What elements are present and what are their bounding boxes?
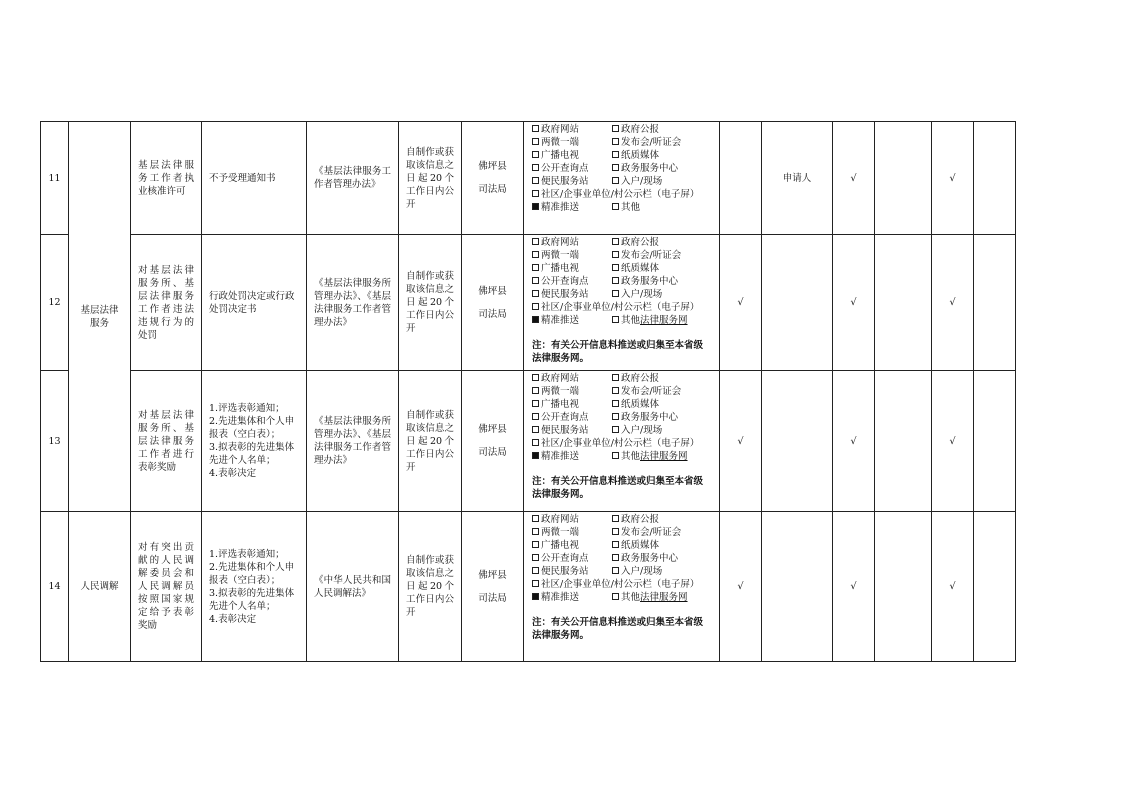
checkbox-checked-icon bbox=[532, 452, 539, 459]
basis-cell: 《中华人民共和国人民调解法》 bbox=[307, 512, 399, 662]
checkbox-icon bbox=[612, 238, 619, 245]
checkbox-icon bbox=[612, 316, 619, 323]
checkbox-icon bbox=[612, 374, 619, 381]
channel-option: 政务服务中心 bbox=[612, 162, 720, 175]
checkbox-icon bbox=[532, 554, 539, 561]
checkbox-icon bbox=[532, 277, 539, 284]
checkbox-icon bbox=[532, 138, 539, 145]
mark-cell bbox=[762, 235, 833, 371]
checkbox-icon bbox=[612, 413, 619, 420]
channels-grid bbox=[532, 372, 711, 463]
channel-option: 发布会/听证会 bbox=[612, 136, 720, 149]
checkbox-icon bbox=[612, 251, 619, 258]
content-cell bbox=[202, 512, 307, 662]
content-line: 2.先进集体和个人申报表（空白表）； bbox=[209, 416, 295, 440]
checkbox-checked-icon bbox=[532, 203, 539, 210]
subject-line: 佛坪县 bbox=[478, 285, 507, 297]
time-cell: 自制作或获取该信息之日起20个工作日内公开 bbox=[399, 512, 462, 662]
checkbox-icon bbox=[532, 374, 539, 381]
time-cell: 自制作或获取该信息之日起20个工作日内公开 bbox=[399, 235, 462, 371]
checkbox-icon bbox=[532, 303, 539, 310]
mark-cell bbox=[974, 512, 1016, 662]
channel-option: 入户/现场 bbox=[612, 288, 720, 301]
subject-line: 司法局 bbox=[478, 308, 507, 320]
content-line: 2.先进集体和个人申报表（空白表）； bbox=[209, 561, 295, 586]
channel-option: 其他 bbox=[612, 201, 720, 214]
mark-cell: √ bbox=[720, 235, 762, 371]
channel-option: 政府公报 bbox=[612, 236, 720, 249]
channel-option: 广播电视 bbox=[532, 262, 612, 275]
channel-note: 注：有关公开信息料推送或归集至本省级法律服务网。 bbox=[532, 340, 704, 364]
channel-option: 广播电视 bbox=[532, 149, 612, 162]
channel-option: 其他法律服务网 bbox=[612, 314, 720, 327]
checkbox-icon bbox=[532, 580, 539, 587]
channel-option: 政务服务中心 bbox=[612, 275, 720, 288]
channel-option: 政务服务中心 bbox=[612, 411, 720, 424]
channel-option: 政府网站 bbox=[532, 123, 612, 136]
table-row bbox=[41, 122, 1016, 235]
checkbox-icon bbox=[612, 164, 619, 171]
mark-cell bbox=[974, 371, 1016, 512]
category-label: 基层法律服务 bbox=[80, 304, 119, 329]
category-cell bbox=[69, 122, 131, 512]
checkbox-icon bbox=[532, 387, 539, 394]
channel-option-checked: 精准推送 bbox=[532, 591, 612, 604]
channels-grid bbox=[532, 236, 711, 327]
channel-option: 公开查询点 bbox=[532, 411, 612, 424]
channels-grid bbox=[532, 123, 711, 214]
category-cell: 人民调解 bbox=[69, 512, 131, 662]
subject-cell bbox=[462, 371, 524, 512]
item-cell: 基层法律服务工作者执业核准许可 bbox=[131, 122, 202, 235]
table-row bbox=[41, 235, 1016, 371]
checkbox-icon bbox=[532, 567, 539, 574]
channel-option: 政府网站 bbox=[532, 372, 612, 385]
channels-grid bbox=[532, 513, 711, 604]
checkbox-icon bbox=[532, 400, 539, 407]
basis-cell: 《基层法律服务工作者管理办法》 bbox=[307, 122, 399, 235]
channel-option: 两微一端 bbox=[532, 385, 612, 398]
content-cell bbox=[202, 122, 307, 235]
item-cell: 对基层法律服务所、基层法律服务工作者进行表彰奖励 bbox=[131, 371, 202, 512]
checkbox-icon bbox=[532, 413, 539, 420]
row-number: 11 bbox=[41, 122, 69, 235]
mark-cell: √ bbox=[932, 512, 974, 662]
channel-option: 入户/现场 bbox=[612, 175, 720, 188]
table-row bbox=[41, 512, 1016, 662]
mark-cell bbox=[762, 371, 833, 512]
mark-cell: √ bbox=[720, 371, 762, 512]
checkbox-icon bbox=[612, 426, 619, 433]
channels-cell bbox=[524, 235, 720, 371]
checkbox-icon bbox=[612, 387, 619, 394]
item-cell: 对基层法律服务所、基层法律服务工作者违法违规行为的处罚 bbox=[131, 235, 202, 371]
subject-line: 司法局 bbox=[478, 184, 507, 195]
channel-option: 社区/企事业单位/村公示栏（电子屏） bbox=[532, 437, 720, 450]
time-cell: 自制作或获取该信息之日起20个工作日内公开 bbox=[399, 122, 462, 235]
channel-option: 便民服务站 bbox=[532, 175, 612, 188]
content-line: 3.拟表彰的先进集体先进个人名单； bbox=[209, 587, 295, 612]
mark-cell bbox=[720, 122, 762, 235]
channels-cell bbox=[524, 122, 720, 235]
mark-cell: 申请人 bbox=[762, 122, 833, 235]
channel-option: 入户/现场 bbox=[612, 565, 720, 578]
channels-cell bbox=[524, 371, 720, 512]
mark-cell: √ bbox=[720, 512, 762, 662]
channel-option: 两微一端 bbox=[532, 136, 612, 149]
channel-option: 政府公报 bbox=[612, 513, 720, 526]
mark-cell bbox=[974, 122, 1016, 235]
checkbox-checked-icon bbox=[532, 316, 539, 323]
channel-option: 社区/企事业单位/村公示栏（电子屏） bbox=[532, 578, 720, 591]
item-cell: 对有突出贡献的人民调解委员会和人民调解员按照国家规定给予表彰奖励 bbox=[131, 512, 202, 662]
checkbox-icon bbox=[612, 400, 619, 407]
channel-option: 纸质媒体 bbox=[612, 539, 720, 552]
channel-option: 两微一端 bbox=[532, 249, 612, 262]
channel-option: 政府公报 bbox=[612, 372, 720, 385]
channels-cell bbox=[524, 512, 720, 662]
checkbox-icon bbox=[612, 177, 619, 184]
row-number: 14 bbox=[41, 512, 69, 662]
content-line: 1.评选表彰通知； bbox=[209, 548, 285, 560]
channel-note: 注：有关公开信息料推送或归集至本省级法律服务网。 bbox=[532, 617, 704, 641]
mark-cell bbox=[762, 512, 833, 662]
checkbox-icon bbox=[532, 238, 539, 245]
channel-option: 公开查询点 bbox=[532, 162, 612, 175]
channel-option: 便民服务站 bbox=[532, 565, 612, 578]
channel-option: 入户/现场 bbox=[612, 424, 720, 437]
checkbox-icon bbox=[532, 264, 539, 271]
mark-cell bbox=[875, 122, 932, 235]
subject-cell bbox=[462, 122, 524, 235]
checkbox-icon bbox=[532, 515, 539, 522]
checkbox-icon bbox=[612, 290, 619, 297]
channel-option: 两微一端 bbox=[532, 526, 612, 539]
subject-line: 佛坪县 bbox=[478, 424, 507, 435]
channel-option: 其他法律服务网 bbox=[612, 591, 720, 604]
channel-option: 发布会/听证会 bbox=[612, 526, 720, 539]
basis-cell: 《基层法律服务所管理办法》、《基层法律服务工作者管理办法》 bbox=[307, 371, 399, 512]
channel-option-checked: 精准推送 bbox=[532, 201, 612, 214]
channel-option: 政务服务中心 bbox=[612, 552, 720, 565]
content-line: 不予受理通知书 bbox=[209, 172, 276, 184]
checkbox-icon bbox=[532, 439, 539, 446]
checkbox-icon bbox=[612, 151, 619, 158]
channel-option: 公开查询点 bbox=[532, 275, 612, 288]
row-number: 12 bbox=[41, 235, 69, 371]
content-line: 4.表彰决定 bbox=[209, 613, 257, 625]
checkbox-icon bbox=[612, 541, 619, 548]
checkbox-icon bbox=[612, 125, 619, 132]
checkbox-icon bbox=[532, 177, 539, 184]
checkbox-icon bbox=[532, 125, 539, 132]
channel-option: 便民服务站 bbox=[532, 288, 612, 301]
channel-option: 其他法律服务网 bbox=[612, 450, 720, 463]
row-number: 13 bbox=[41, 371, 69, 512]
checkbox-icon bbox=[612, 567, 619, 574]
checkbox-icon bbox=[612, 138, 619, 145]
checkbox-icon bbox=[532, 528, 539, 535]
mark-cell bbox=[875, 371, 932, 512]
checkbox-icon bbox=[532, 251, 539, 258]
checkbox-icon bbox=[612, 277, 619, 284]
checkbox-icon bbox=[532, 541, 539, 548]
content-line: 行政处罚决定或行政处罚决定书 bbox=[209, 290, 295, 315]
channel-option: 政府网站 bbox=[532, 236, 612, 249]
channel-option: 社区/企事业单位/村公示栏（电子屏） bbox=[532, 188, 720, 201]
channel-option: 发布会/听证会 bbox=[612, 249, 720, 262]
content-cell bbox=[202, 371, 307, 512]
checkbox-icon bbox=[532, 151, 539, 158]
checkbox-icon bbox=[532, 164, 539, 171]
checkbox-icon bbox=[612, 554, 619, 561]
checkbox-icon bbox=[532, 290, 539, 297]
channel-link: 法律服务网 bbox=[640, 315, 688, 326]
mark-cell: √ bbox=[833, 122, 875, 235]
subject-cell bbox=[462, 235, 524, 371]
content-cell bbox=[202, 235, 307, 371]
checkbox-icon bbox=[532, 426, 539, 433]
subject-line: 佛坪县 bbox=[478, 569, 507, 581]
checkbox-checked-icon bbox=[532, 593, 539, 600]
checkbox-icon bbox=[612, 203, 619, 210]
checkbox-icon bbox=[532, 190, 539, 197]
checkbox-icon bbox=[612, 593, 619, 600]
channel-option: 纸质媒体 bbox=[612, 262, 720, 275]
subject-line: 司法局 bbox=[478, 592, 507, 604]
mark-cell: √ bbox=[833, 235, 875, 371]
mark-cell: √ bbox=[833, 512, 875, 662]
subject-line: 佛坪县 bbox=[478, 161, 507, 172]
mark-cell bbox=[974, 235, 1016, 371]
channel-option: 广播电视 bbox=[532, 398, 612, 411]
mark-cell bbox=[875, 512, 932, 662]
mark-cell: √ bbox=[833, 371, 875, 512]
mark-cell: √ bbox=[932, 371, 974, 512]
channel-option: 公开查询点 bbox=[532, 552, 612, 565]
channel-option: 政府公报 bbox=[612, 123, 720, 136]
disclosure-table bbox=[40, 121, 1016, 662]
mark-cell: √ bbox=[932, 122, 974, 235]
channel-note: 注：有关公开信息料推送或归集至本省级法律服务网。 bbox=[532, 476, 704, 500]
channel-option: 社区/企事业单位/村公示栏（电子屏） bbox=[532, 301, 720, 314]
checkbox-icon bbox=[612, 528, 619, 535]
subject-cell bbox=[462, 512, 524, 662]
basis-cell: 《基层法律服务所管理办法》、《基层法律服务工作者管理办法》 bbox=[307, 235, 399, 371]
checkbox-icon bbox=[612, 515, 619, 522]
checkbox-icon bbox=[612, 452, 619, 459]
subject-line: 司法局 bbox=[478, 447, 507, 458]
table-row bbox=[41, 371, 1016, 512]
channel-option-checked: 精准推送 bbox=[532, 450, 612, 463]
mark-cell: √ bbox=[932, 235, 974, 371]
channel-link: 法律服务网 bbox=[640, 451, 688, 462]
channel-option: 政府网站 bbox=[532, 513, 612, 526]
content-line: 4.表彰决定 bbox=[209, 468, 257, 479]
content-line: 3.拟表彰的先进集体先进个人名单； bbox=[209, 442, 295, 466]
channel-link: 法律服务网 bbox=[640, 592, 688, 603]
time-cell: 自制作或获取该信息之日起20个工作日内公开 bbox=[399, 371, 462, 512]
channel-option: 纸质媒体 bbox=[612, 149, 720, 162]
channel-option: 纸质媒体 bbox=[612, 398, 720, 411]
channel-option: 发布会/听证会 bbox=[612, 385, 720, 398]
checkbox-icon bbox=[612, 264, 619, 271]
channel-option: 广播电视 bbox=[532, 539, 612, 552]
content-line: 1.评选表彰通知； bbox=[209, 403, 285, 414]
mark-cell bbox=[875, 235, 932, 371]
channel-option: 便民服务站 bbox=[532, 424, 612, 437]
channel-option-checked: 精准推送 bbox=[532, 314, 612, 327]
